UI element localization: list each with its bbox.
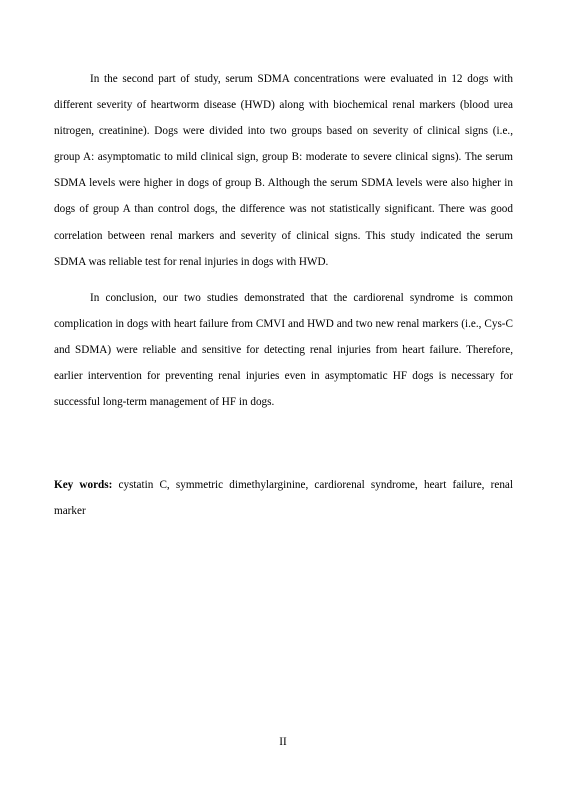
page-number: II xyxy=(279,736,287,748)
keywords-text: cystatin C, symmetric dimethylarginine, cardiorenal syndrome, heart failure, renal marker xyxy=(54,479,513,518)
abstract-body xyxy=(54,66,513,415)
keywords-label: Key words: xyxy=(54,479,113,491)
keywords-line xyxy=(54,472,513,524)
paragraph-second-study: In the second part of study, serum SDMA concentrations were evaluated in 12 dogs with different severity of heartworm disease (HWD) along with biochemical renal markers (blood urea nitrogen, creatinine). Dogs were divided into two groups based on severity of clinical signs (i.e., group A: asymptomatic to mild clinical sign, group B: moderate to severe clinical signs). The serum SDMA levels were higher in dogs of group B. Although the serum SDMA levels were also higher in dogs of group A than control dogs, the difference was not statistically significant. There was good correlation between renal markers and severity of clinical signs. This study indicated the serum SDMA was reliable test for renal injuries in dogs with HWD. xyxy=(54,73,513,268)
paragraph-conclusion: In conclusion, our two studies demonstrated that the cardiorenal syndrome is common complication in dogs with heart failure from CMVI and HWD and two new renal markers (i.e., Cys-C and SDMA) were reliable and sensitive for detecting renal injuries from heart failure. Therefore, earlier intervention for preventing renal injuries even in asymptomatic HF dogs is necessary for successful long-term management of HF in dogs. xyxy=(54,291,513,409)
